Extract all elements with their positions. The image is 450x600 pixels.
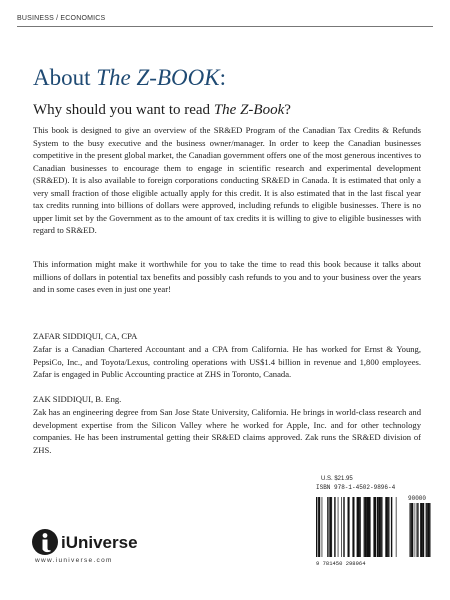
title-prefix: About bbox=[33, 65, 97, 90]
barcode-icon bbox=[316, 491, 432, 559]
heading-prefix: Why should you want to read bbox=[33, 102, 214, 118]
isbn-label: ISBN 978-1-4502-9896-4 bbox=[316, 484, 396, 491]
publisher-name: iUniverse bbox=[61, 533, 138, 552]
title-book-name: The Z-BOOK bbox=[96, 65, 220, 90]
heading-suffix: ? bbox=[284, 102, 291, 118]
publisher-logo bbox=[31, 528, 171, 568]
description-paragraph-2: This information might make it worthwhile for you to take the time to read this book because it talks about millions of dollars in potential tax benefits and possibly cash refunds to you and to your business over the years and in some cases even in just one year! bbox=[33, 259, 421, 294]
author-name-zak: ZAK SIDDIQUI, B. Eng. bbox=[33, 394, 122, 404]
barcode-addon: 90000 bbox=[408, 495, 427, 502]
description-paragraph-1: This book is designed to give an overview of the SR&ED Program of the Canadian Tax Credits & Refunds System to the busy executive and the business owner/manager. In order to keep the Canadian businesses competitive in the present global market, the Canadian government offers one of the most generous incentives to Canadian businesses to encourage them to engage in scientific research and experimental development (SR&ED). It is also available to foreign corporations conducting SR&ED in Canada. It is estimated that only a very small fraction of those eligible actually apply for this credit. It is also estimated that in the last fiscal year tax credits running into billions of dollars were approved, including refunds to eligible businesses. There is no upper limit set by the Government as to the amount of tax credits it is willing to give to eligible businesses with regard to SR&ED. bbox=[33, 125, 421, 235]
title-suffix: : bbox=[219, 65, 226, 90]
author-name-zafar: ZAFAR SIDDIQUI, CA, CPA bbox=[33, 331, 138, 341]
barcode-digits: 9 781450 298964 bbox=[316, 560, 366, 567]
author-bio-zak: Zak has an engineering degree from San Jose State University, California. He brings in world-class research and development expertise from the Silicon Valley where he worked for Apple, Inc. and for other technology companies. He has been instrumental getting their SR&ED claims approved. Zak runs the SR&ED division of ZHS. bbox=[33, 407, 421, 455]
price-label: U.S. $21.95 bbox=[321, 476, 353, 482]
iuniverse-logo-icon bbox=[31, 528, 59, 556]
top-divider bbox=[17, 26, 433, 27]
back-cover-title bbox=[33, 66, 226, 89]
category-label: BUSINESS / ECONOMICS bbox=[17, 15, 106, 22]
publisher-url: www.iuniverse.com bbox=[35, 557, 113, 564]
section-heading bbox=[33, 103, 291, 118]
author-bio-zafar: Zafar is a Canadian Chartered Accountant and a CPA from California. He has worked for Ernst & Young, PepsiCo, Inc., and Toyota/Lexus, controling operations with US$1.4 billion in revenue and 1,800 employees. Zafar is engaged in Public Accounting practice at ZHS in Toronto, Canada. bbox=[33, 344, 421, 379]
heading-book-name: The Z-Book bbox=[213, 102, 285, 118]
